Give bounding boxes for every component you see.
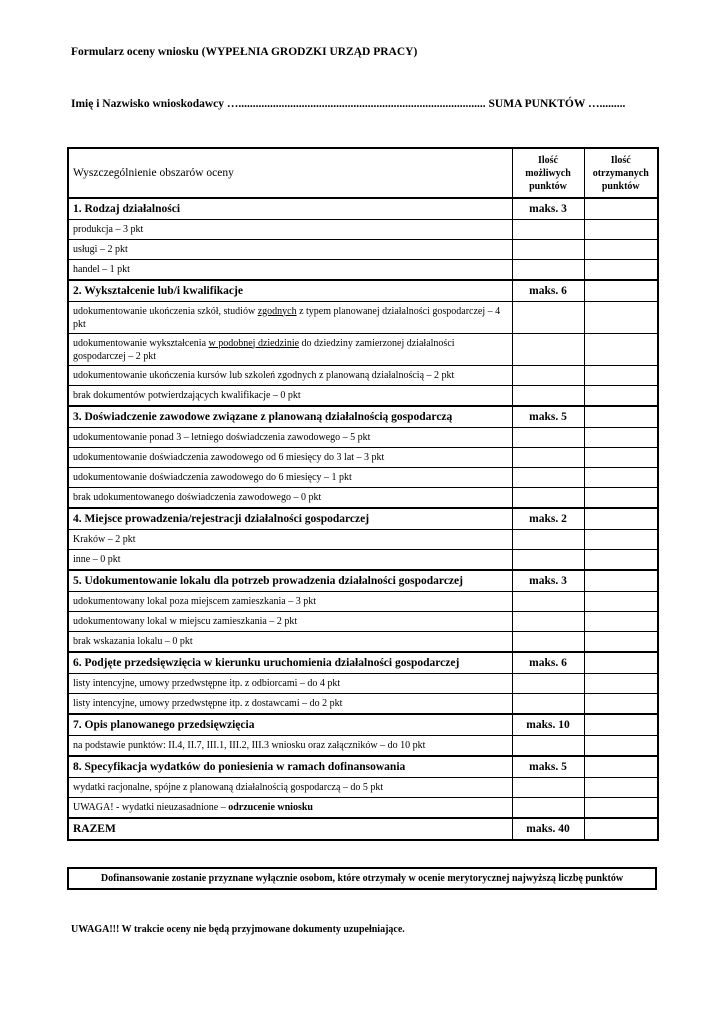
table-row [68,448,658,468]
received-cell[interactable] [584,550,658,571]
evaluation-table [67,147,659,841]
possible-cell [512,428,584,448]
possible-cell [512,240,584,260]
criterion-label [68,798,512,819]
section-max-points: maks. 2 [512,508,584,530]
possible-cell [512,530,584,550]
table-row [68,530,658,550]
table-row [68,674,658,694]
table-header-row [68,148,658,198]
header-area: Wyszczególnienie obszarów oceny [68,148,512,198]
table-row [68,468,658,488]
section-received-cell[interactable] [584,280,658,302]
table-row [68,302,658,334]
received-cell[interactable] [584,260,658,281]
received-cell[interactable] [584,612,658,632]
table-row [68,632,658,653]
possible-cell [512,592,584,612]
possible-cell [512,334,584,366]
criterion-text: do dziedziny zamierzonej działalności gospodarczej – 2 pkt [73,337,455,362]
criterion-label: handel – 1 pkt [68,260,512,281]
header-possible-points [512,148,584,198]
received-cell[interactable] [584,530,658,550]
criterion-text: udokumentowanie ukończenia szkół, studiów [73,305,258,317]
received-cell[interactable] [584,778,658,798]
table-row [68,366,658,386]
possible-cell [512,736,584,757]
possible-cell [512,674,584,694]
criterion-label [68,334,512,366]
received-cell[interactable] [584,334,658,366]
received-cell[interactable] [584,488,658,509]
applicant-name-line: Imię i Nazwisko wnioskodawcy …...................................................................................... SUMA PUNKTÓW …......... [71,98,626,110]
received-cell[interactable] [584,694,658,715]
received-cell[interactable] [584,632,658,653]
table-row [68,592,658,612]
section-max-points: maks. 5 [512,406,584,428]
header-possible-line: Ilość [538,154,558,166]
table-row [68,798,658,819]
received-cell[interactable] [584,674,658,694]
criterion-underlined: zgodnych [257,305,297,317]
criterion-underlined: w podobnej dziedzinie [208,337,300,349]
criterion-label: inne – 0 pkt [68,550,512,571]
section-title: 8. Specyfikacja wydatków do poniesienia w ramach dofinansowania [68,756,512,778]
criterion-label: udokumentowany lokal poza miejscem zamieszkania – 3 pkt [68,592,512,612]
header-possible-line: punktów [529,180,567,192]
section-row [68,406,658,428]
criterion-bold: odrzucenie wniosku [228,802,313,813]
header-received-line: Ilość [610,154,631,166]
criterion-label: usługi – 2 pkt [68,240,512,260]
total-label: RAZEM [68,818,512,840]
received-cell[interactable] [584,736,658,757]
section-row [68,714,658,736]
criterion-label: listy intencyjne, umowy przedwstępne itp. z dostawcami – do 2 pkt [68,694,512,715]
total-row [68,818,658,840]
criterion-text: UWAGA! - wydatki nieuzasadnione – [73,802,229,813]
section-max-points: maks. 6 [512,652,584,674]
possible-cell [512,798,584,819]
table-row [68,240,658,260]
section-max-points: maks. 5 [512,756,584,778]
received-cell[interactable] [584,366,658,386]
possible-cell [512,220,584,240]
table-row [68,550,658,571]
section-row [68,652,658,674]
section-received-cell[interactable] [584,570,658,592]
section-title: 1. Rodzaj działalności [68,198,512,220]
section-received-cell[interactable] [584,406,658,428]
possible-cell [512,386,584,407]
section-row [68,570,658,592]
received-cell[interactable] [584,592,658,612]
possible-cell [512,550,584,571]
section-received-cell[interactable] [584,508,658,530]
section-received-cell[interactable] [584,652,658,674]
received-cell[interactable] [584,448,658,468]
possible-cell [512,366,584,386]
criterion-label: udokumentowanie ukończenia kursów lub szkoleń zgodnych z planowaną działalnością – 2 pkt [68,366,512,386]
received-cell[interactable] [584,240,658,260]
table-row [68,694,658,715]
section-title: 7. Opis planowanego przedsięwzięcia [68,714,512,736]
possible-cell [512,778,584,798]
section-title: 5. Udokumentowanie lokalu dla potrzeb prowadzenia działalności gospodarczej [68,570,512,592]
criterion-text: udokumentowanie wykształcenia [73,337,209,349]
section-title: 6. Podjęte przedsięwzięcia w kierunku uruchomienia działalności gospodarczej [68,652,512,674]
section-max-points: maks. 6 [512,280,584,302]
possible-cell [512,632,584,653]
table-row [68,612,658,632]
criterion-label: Kraków – 2 pkt [68,530,512,550]
section-row [68,198,658,220]
total-received-cell[interactable] [584,818,658,840]
criterion-label: udokumentowanie doświadczenia zawodowego od 6 miesięcy do 3 lat – 3 pkt [68,448,512,468]
total-max-points: maks. 40 [512,818,584,840]
header-received-line: otrzymanych [592,167,649,179]
section-title: 2. Wykształcenie lub/i kwalifikacje [68,280,512,302]
criterion-label: brak udokumentowanego doświadczenia zawodowego – 0 pkt [68,488,512,509]
received-cell[interactable] [584,468,658,488]
received-cell[interactable] [584,220,658,240]
document-title: Formularz oceny wniosku (WYPEŁNIA GRODZKI URZĄD PRACY) [71,46,418,58]
possible-cell [512,694,584,715]
table-row [68,428,658,448]
header-received-line: punktów [601,180,640,192]
section-received-cell[interactable] [584,714,658,736]
criterion-label: produkcja – 3 pkt [68,220,512,240]
table-row [68,488,658,509]
criterion-label: wydatki racjonalne, spójne z planowaną działalnością gospodarczą – do 5 pkt [68,778,512,798]
possible-cell [512,260,584,281]
received-cell[interactable] [584,798,658,819]
section-max-points: maks. 3 [512,570,584,592]
possible-cell [512,302,584,334]
criterion-label: brak dokumentów potwierdzających kwalifikacje – 0 pkt [68,386,512,407]
received-cell[interactable] [584,302,658,334]
possible-cell [512,612,584,632]
section-row [68,756,658,778]
warning-note: UWAGA!!! W trakcie oceny nie będą przyjmowane dokumenty uzupełniające. [71,924,405,935]
table-row [68,736,658,757]
criterion-label: udokumentowanie ponad 3 – letniego doświadczenia zawodowego – 5 pkt [68,428,512,448]
criterion-text: z typem planowanej działalności gospodarczej – 4 pkt [73,305,501,330]
section-max-points: maks. 10 [512,714,584,736]
section-title: 3. Doświadczenie zawodowe związane z planowaną działalnością gospodarczą [68,406,512,428]
table-row [68,260,658,281]
section-received-cell[interactable] [584,756,658,778]
possible-cell [512,488,584,509]
table-row [68,220,658,240]
table-row [68,778,658,798]
criterion-label: na podstawie punktów: II.4, II.7, III.1, III.2, III.3 wniosku oraz załączników – do 10 pkt [68,736,512,757]
funding-note: Dofinansowanie zostanie przyznane wyłącznie osobom, które otrzymały w ocenie merytorycznej najwyższą liczbę punktów [67,867,657,890]
section-title: 4. Miejsce prowadzenia/rejestracji działalności gospodarczej [68,508,512,530]
received-cell[interactable] [584,428,658,448]
criterion-label: udokumentowanie doświadczenia zawodowego do 6 miesięcy – 1 pkt [68,468,512,488]
received-cell[interactable] [584,386,658,407]
section-row [68,508,658,530]
table-row [68,386,658,407]
criterion-label: udokumentowany lokal w miejscu zamieszkania – 2 pkt [68,612,512,632]
possible-cell [512,468,584,488]
section-row [68,280,658,302]
header-possible-line: możliwych [525,167,571,179]
possible-cell [512,448,584,468]
section-max-points: maks. 3 [512,198,584,220]
header-received-points [584,148,658,198]
section-received-cell[interactable] [584,198,658,220]
criterion-label [68,302,512,334]
criterion-label: listy intencyjne, umowy przedwstępne itp. z odbiorcami – do 4 pkt [68,674,512,694]
table-row [68,334,658,366]
criterion-label: brak wskazania lokalu – 0 pkt [68,632,512,653]
